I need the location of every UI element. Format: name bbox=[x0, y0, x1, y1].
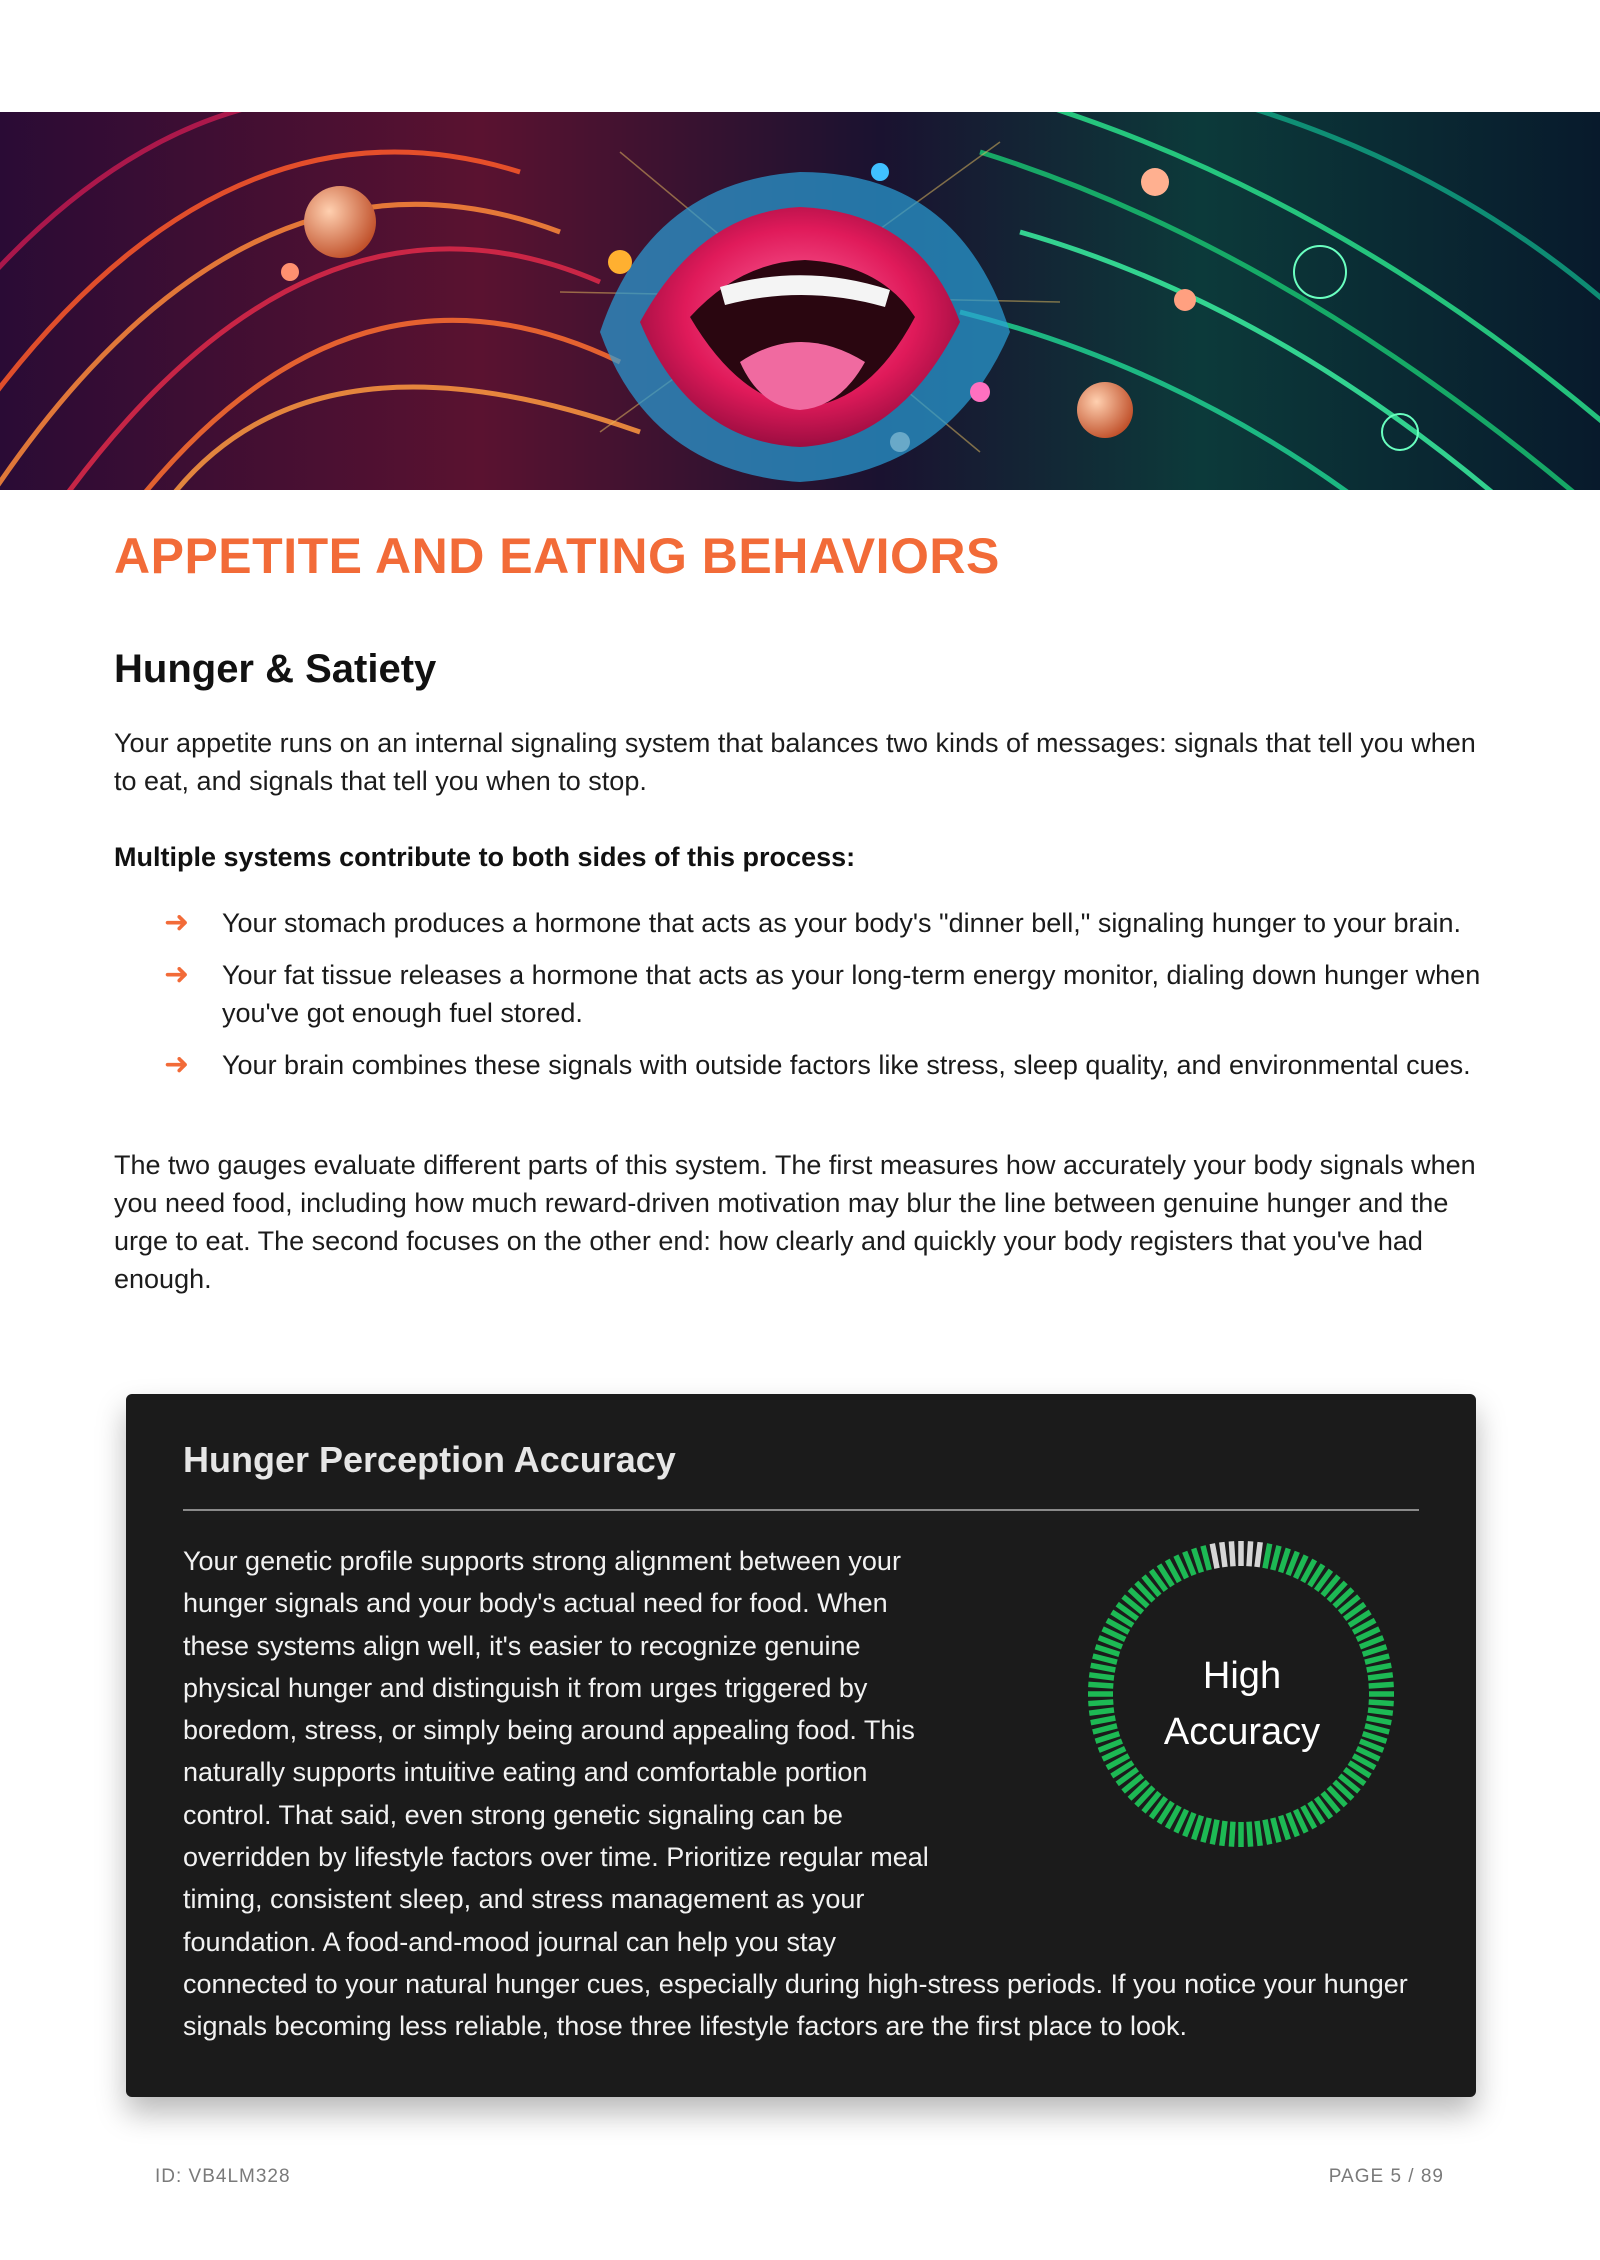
gauge-segment-filled bbox=[1265, 1820, 1270, 1845]
list-item bbox=[164, 904, 1486, 942]
bullet-list bbox=[164, 904, 1486, 1084]
gauge-label-line2: Accuracy bbox=[1163, 1711, 1321, 1753]
list-item bbox=[164, 1046, 1486, 1084]
gauge-segment-filled bbox=[1273, 1546, 1279, 1570]
list-item-text: Your fat tissue releases a hormone that acts as your long-term energy monitor, dialing down hunger when you've got enough fuel stored. bbox=[222, 960, 1481, 1028]
gauge-segment-filled bbox=[1203, 1818, 1209, 1842]
gauge-segment-empty bbox=[1231, 1541, 1233, 1566]
gauges-intro-paragraph: The two gauges evaluate different parts of this system. The first measures how accurately your body signals when you need food, including how much reward-driven motivation may blur the line between genuine hunger and the urge to eat. The second focuses on the other end: how clearly and quickly your body registers that you've had enough. bbox=[114, 1150, 1476, 1294]
gauge-segment-filled bbox=[1203, 1546, 1209, 1570]
page-title: APPETITE AND EATING BEHAVIORS bbox=[114, 528, 1000, 584]
arrow-right-icon: ➜ bbox=[164, 1048, 190, 1081]
gauge-segment-filled bbox=[1257, 1821, 1260, 1846]
hero-image bbox=[0, 112, 1600, 490]
list-heading: Multiple systems contribute to both sides of this process: bbox=[114, 842, 856, 872]
arrow-right-icon: ➜ bbox=[164, 958, 190, 991]
list-item bbox=[164, 956, 1486, 1032]
gauge-segment-filled bbox=[1273, 1818, 1279, 1842]
list-item-text: Your brain combines these signals with outside factors like stress, sleep quality, and environmental cues. bbox=[222, 1050, 1471, 1080]
main-content bbox=[114, 518, 1486, 1298]
gauge-segment-filled bbox=[1231, 1822, 1233, 1847]
arrow-right-icon: ➜ bbox=[164, 906, 190, 939]
gauge-segment-filled bbox=[1194, 1816, 1202, 1840]
card-body-text: Your genetic profile supports strong alignment between your hunger signals and your body's actual need for food. When these systems align well, it's easier to recognize genuine physical hunger and distinguish it from urges triggered by boredom, stress, or simply being around appealing food. This naturally supports intuitive eating and comfortable portion control. That said, even strong genetic signaling can be overridden by lifestyle factors over time. Prioritize regular meal timing, consistent sleep, and stress management as your foundation. A food-and-mood journal can help you stay connected to your natural hunger cues, especially during high-stress periods. If you notice your hunger signals becoming less reliable, those three lifestyle factors are the first place to look. bbox=[183, 1546, 1408, 2042]
report-id: ID: VB4LM328 bbox=[155, 2166, 291, 2187]
gauge-segment-filled bbox=[1249, 1822, 1251, 1847]
gauge-segment-filled bbox=[1281, 1816, 1289, 1840]
gauge-segment-filled bbox=[1222, 1821, 1225, 1846]
gauge-segment-filled bbox=[1281, 1549, 1289, 1573]
gauge-segment-filled bbox=[1194, 1549, 1202, 1573]
card-body bbox=[183, 1540, 1421, 2048]
gauge-label bbox=[1092, 1648, 1392, 1760]
gauge-segment-filled bbox=[1265, 1544, 1270, 1569]
gauge-segment-empty bbox=[1257, 1542, 1260, 1567]
accuracy-gauge bbox=[971, 1540, 1421, 1930]
card-divider bbox=[183, 1509, 1419, 1511]
gauge-segment-filled bbox=[1212, 1820, 1217, 1845]
gauge-segment-empty bbox=[1222, 1542, 1225, 1567]
gauge-segment-empty bbox=[1212, 1544, 1217, 1569]
section-title: Hunger & Satiety bbox=[114, 647, 437, 691]
card-title: Hunger Perception Accuracy bbox=[183, 1439, 676, 1480]
intro-paragraph: Your appetite runs on an internal signaling system that balances two kinds of messages: signals that tell you when to eat, and signals that tell you when to stop. bbox=[114, 728, 1476, 796]
hunger-perception-card bbox=[126, 1394, 1476, 2097]
page-number: PAGE 5 / 89 bbox=[1328, 2166, 1444, 2187]
gauge-label-line1: High bbox=[1202, 1655, 1282, 1697]
list-item-text: Your stomach produces a hormone that acts as your body's "dinner bell," signaling hunger to your brain. bbox=[222, 908, 1462, 938]
gauge-segment-empty bbox=[1249, 1541, 1251, 1566]
